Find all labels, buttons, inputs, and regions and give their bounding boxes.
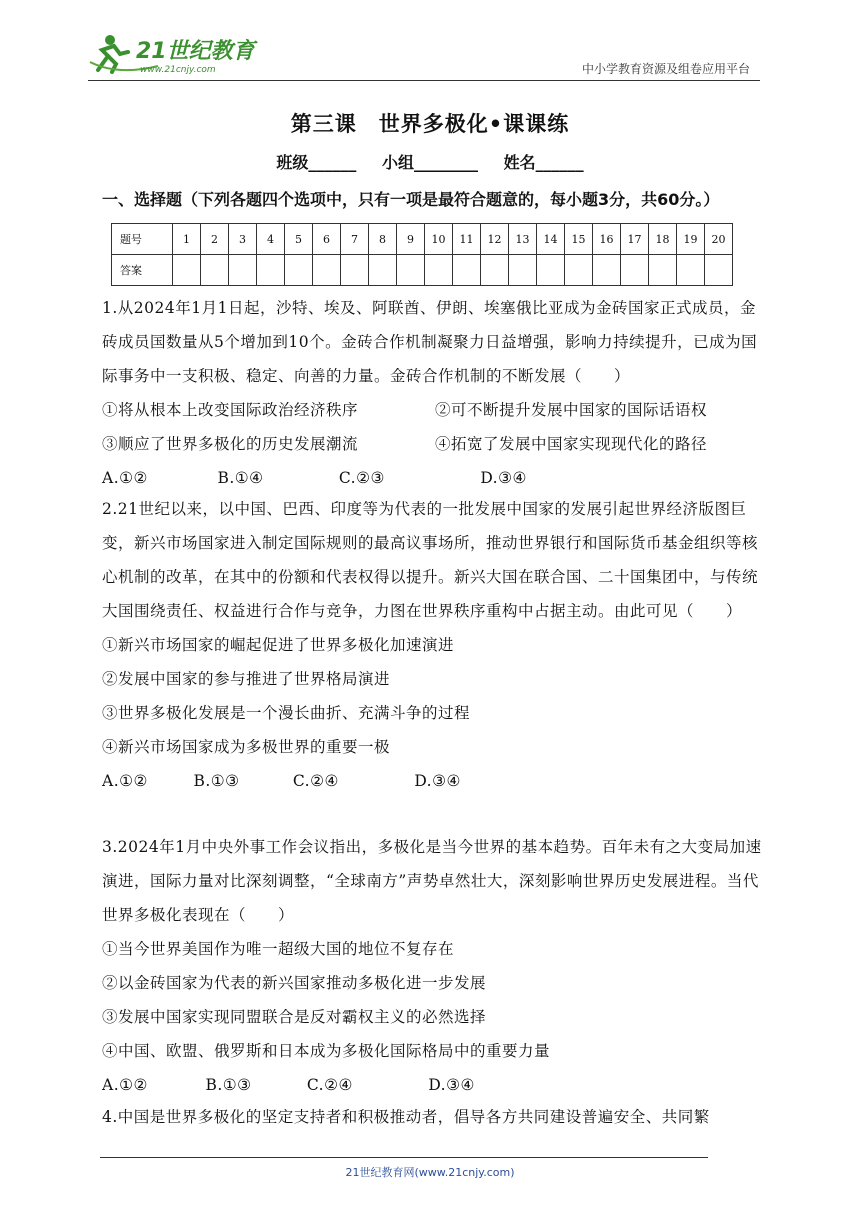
statement-item: ④中国、欧盟、俄罗斯和日本成为多极化国际格局中的重要力量 (102, 1042, 551, 1060)
svg-text:21世纪教育: 21世纪教育 (136, 39, 255, 64)
answer-table-answer-row (112, 255, 733, 286)
choice-option[interactable]: A.①② (102, 772, 148, 790)
statement-item: ③世界多极化发展是一个漫长曲折、充满斗争的过程 (102, 704, 471, 722)
question-number-cell: 10 (425, 224, 453, 255)
question-number-cell: 19 (677, 224, 705, 255)
statement-item: ①将从根本上改变国际政治经济秩序 (102, 401, 359, 419)
class-field-label: 班级______ (276, 153, 357, 172)
platform-slogan: 中小学教育资源及组卷应用平台 (581, 62, 750, 76)
question-number-cell: 11 (453, 224, 481, 255)
question-number-cell: 3 (229, 224, 257, 255)
statement-item: ③发展中国家实现同盟联合是反对霸权主义的必然选择 (102, 1008, 487, 1026)
answer-cell[interactable] (509, 255, 537, 286)
statement-item: ②发展中国家的参与推进了世界格局演进 (102, 670, 391, 688)
answer-table-number-row (112, 224, 733, 255)
question-number-cell: 13 (509, 224, 537, 255)
answer-cell[interactable] (677, 255, 705, 286)
page-header (88, 30, 760, 81)
question-stem: 4.中国是世界多极化的坚定支持者和积极推动者，倡导各方共同建设普遍安全、共同繁 (102, 1108, 710, 1126)
answer-cell[interactable] (705, 255, 733, 286)
question-number-cell: 16 (593, 224, 621, 255)
question-number-cell: 2 (201, 224, 229, 255)
choice-option[interactable]: C.②③ (338, 469, 385, 487)
answer-table-header-answer: 答案 (112, 255, 173, 286)
group-field-label: 小组________ (381, 153, 478, 172)
answer-cell[interactable] (453, 255, 481, 286)
question-number-cell: 17 (621, 224, 649, 255)
statement-item: ③顺应了世界多极化的历史发展潮流 (102, 435, 359, 453)
question-number-cell: 5 (285, 224, 313, 255)
question-stem: 1.从2024年1月1日起，沙特、埃及、阿联酋、伊朗、埃塞俄比亚成为金砖国家正式成员，金砖成员国数量从5个增加到10个。金砖合作机制凝聚力日益增强，影响力持续提升，已成为国际事务中一支积极、稳定、向善的力量。金砖合作机制的不断发展（ ） (102, 299, 758, 385)
statement-item: ①当今世界美国作为唯一超级大国的地位不复存在 (102, 940, 455, 958)
question-2 (102, 492, 768, 798)
answer-cell[interactable] (621, 255, 649, 286)
choice-option[interactable]: D.③④ (414, 772, 461, 790)
choice-option[interactable]: A.①② (102, 1076, 148, 1094)
choice-option[interactable]: C.②④ (292, 772, 339, 790)
question-number-cell: 1 (173, 224, 201, 255)
question-stem: 2.21世纪以来，以中国、巴西、印度等为代表的一批发展中国家的发展引起世界经济版图巨变，新兴市场国家进入制定国际规则的最高议事场所，推动世界银行和国际货币基金组织等核心机制的改革，在其中的份额和代表权得以提升。新兴大国在联合国、二十国集团中，与传统大国围绕责任、权益进行合作与竞争，力图在世界秩序重构中占据主动。由此可见（ ） (102, 500, 759, 620)
choice-row (102, 764, 768, 798)
student-info-line (0, 150, 860, 173)
footer-link[interactable]: 21世纪教育网(www.21cnjy.com) (345, 1166, 515, 1179)
question-3 (102, 830, 768, 1102)
choice-option[interactable]: C.②④ (306, 1076, 353, 1094)
question-number-cell: 12 (481, 224, 509, 255)
runner-logo-icon (88, 30, 258, 76)
choice-row (102, 461, 768, 495)
section-heading: 一、选择题（下列各题四个选项中，只有一项是最符合题意的，每小题3分，共60分。） (102, 190, 720, 209)
answer-cell[interactable] (593, 255, 621, 286)
question-stem: 3.2024年1月中央外事工作会议指出，多极化是当今世界的基本趋势。百年未有之大变局加速演进，国际力量对比深刻调整，“全球南方”声势卓然壮大，深刻影响世界历史发展进程。当代世界多极化表现在（ ） (102, 838, 762, 924)
choice-option[interactable]: A.①② (102, 469, 148, 487)
answer-cell[interactable] (173, 255, 201, 286)
choice-option[interactable]: B.①③ (205, 1076, 252, 1094)
page-title: 第三课 世界多极化•课课练 (290, 112, 570, 136)
statement-row (102, 427, 768, 461)
choice-option[interactable]: B.①④ (217, 469, 264, 487)
choice-option[interactable]: B.①③ (193, 772, 240, 790)
question-number-cell: 6 (313, 224, 341, 255)
answer-table (111, 223, 733, 286)
site-logo[interactable] (88, 30, 258, 76)
answer-table-header-number: 题号 (112, 224, 173, 255)
choice-row (102, 1068, 768, 1102)
svg-text:www.21cnjy.com: www.21cnjy.com (140, 65, 216, 75)
answer-cell[interactable] (481, 255, 509, 286)
statement-item: ④拓宽了发展中国家实现现代化的路径 (435, 435, 708, 453)
answer-cell[interactable] (537, 255, 565, 286)
answer-cell[interactable] (425, 255, 453, 286)
answer-cell[interactable] (257, 255, 285, 286)
answer-cell[interactable] (397, 255, 425, 286)
answer-cell[interactable] (229, 255, 257, 286)
answer-cell[interactable] (649, 255, 677, 286)
question-number-cell: 14 (537, 224, 565, 255)
answer-cell[interactable] (313, 255, 341, 286)
statement-item: ④新兴市场国家成为多极世界的重要一极 (102, 738, 391, 756)
answer-cell[interactable] (285, 255, 313, 286)
choice-option[interactable]: D.③④ (428, 1076, 475, 1094)
question-4 (102, 1100, 768, 1134)
question-number-cell: 18 (649, 224, 677, 255)
footer-divider (100, 1157, 708, 1158)
answer-cell[interactable] (341, 255, 369, 286)
question-number-cell: 8 (369, 224, 397, 255)
question-number-cell: 7 (341, 224, 369, 255)
answer-cell[interactable] (369, 255, 397, 286)
choice-option[interactable]: D.③④ (480, 469, 527, 487)
name-field-label: 姓名______ (503, 153, 584, 172)
statement-item: ②可不断提升发展中国家的国际话语权 (435, 401, 708, 419)
question-1 (102, 291, 768, 495)
statement-item: ①新兴市场国家的崛起促进了世界多极化加速演进 (102, 636, 455, 654)
statement-item: ②以金砖国家为代表的新兴国家推动多极化进一步发展 (102, 974, 487, 992)
statement-row (102, 393, 768, 427)
question-number-cell: 20 (705, 224, 733, 255)
question-number-cell: 15 (565, 224, 593, 255)
question-number-cell: 9 (397, 224, 425, 255)
answer-cell[interactable] (201, 255, 229, 286)
answer-cell[interactable] (565, 255, 593, 286)
question-number-cell: 4 (257, 224, 285, 255)
